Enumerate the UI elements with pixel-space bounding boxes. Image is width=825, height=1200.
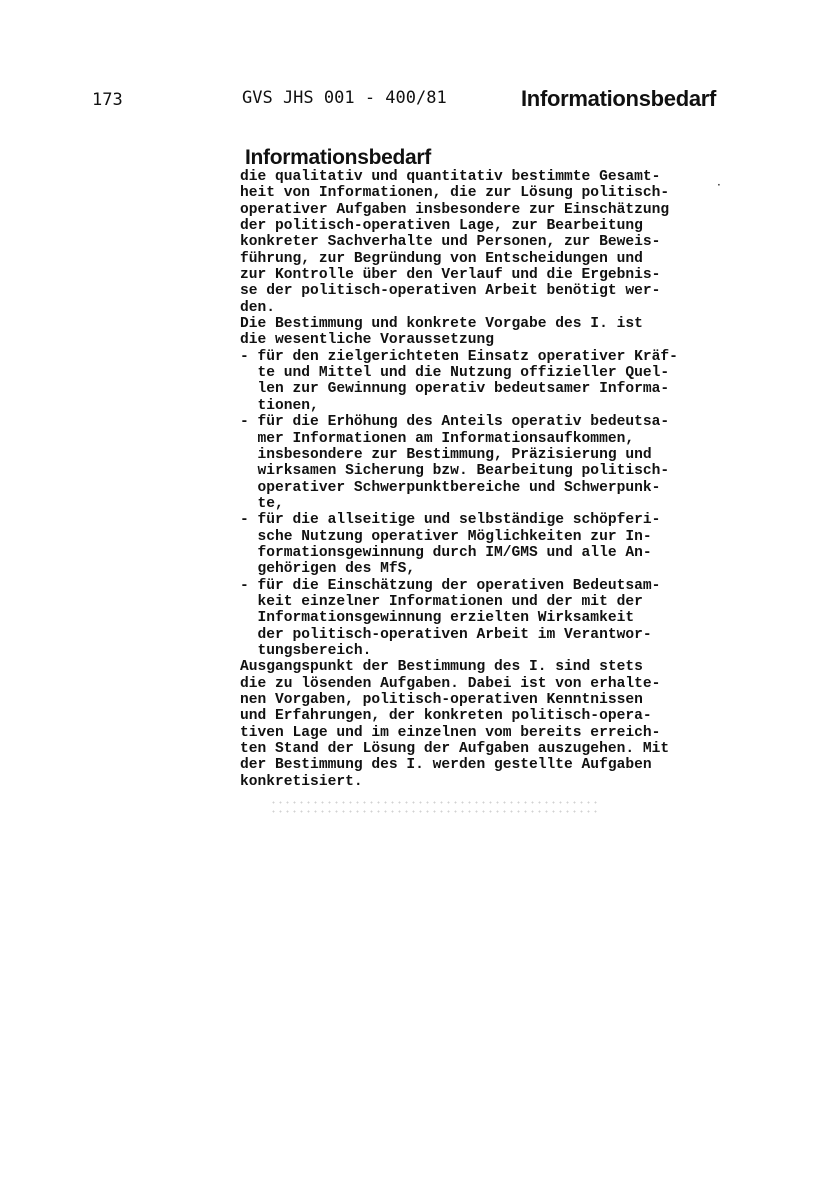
- text-line: se der politisch-operativen Arbeit benötigt wer-: [240, 283, 661, 300]
- running-title: Informationsbedarf: [521, 86, 717, 111]
- scan-speck: ·: [717, 178, 721, 192]
- text-line: der politisch-operativen Lage, zur Bearbeitung: [240, 218, 643, 235]
- text-line: die zu lösenden Aufgaben. Dabei ist von erhalte-: [240, 675, 661, 692]
- text-line: te,: [240, 495, 284, 512]
- text-line: - für die allseitige und selbständige schöpferi-: [240, 512, 661, 529]
- text-line: gehörigen des MfS,: [240, 561, 416, 578]
- text-line: und Erfahrungen, der konkreten politisch-opera-: [240, 708, 652, 725]
- text-line: Ausgangspunkt der Bestimmung des I. sind stets: [240, 659, 643, 676]
- entry-title: Informationsbedarf: [245, 146, 431, 169]
- text-line: insbesondere zur Bestimmung, Präzisierung und: [240, 446, 652, 463]
- text-line: die wesentliche Voraussetzung: [240, 332, 494, 349]
- page-number: 173: [92, 90, 123, 110]
- text-line: konkreter Sachverhalte und Personen, zur Beweis-: [240, 234, 661, 251]
- document-reference: GVS JHS 001 - 400/81: [242, 88, 447, 108]
- text-line: keit einzelner Informationen und der mit der: [240, 593, 643, 610]
- text-line: der Bestimmung des I. werden gestellte Aufgaben: [240, 757, 652, 774]
- text-line: - für die Einschätzung der operativen Bedeutsam-: [240, 577, 661, 594]
- text-line: operativer Aufgaben insbesondere zur Einschätzung: [240, 201, 670, 218]
- text-line: führung, zur Begründung von Entscheidungen und: [240, 250, 643, 267]
- text-line: den.: [240, 299, 276, 316]
- text-line: Informationsgewinnung erzielten Wirksamkeit: [240, 610, 635, 627]
- text-line: ten Stand der Lösung der Aufgaben auszugehen. Mit: [240, 741, 670, 758]
- entry-body: [240, 169, 740, 790]
- text-line: die qualitativ und quantitativ bestimmte Gesamt-: [240, 169, 661, 185]
- text-line: formationsgewinnung durch IM/GMS und alle An-: [240, 544, 652, 561]
- text-line: len zur Gewinnung operativ bedeutsamer Informa-: [240, 381, 670, 398]
- text-line: operativer Schwerpunktbereiche und Schwerpunk-: [240, 479, 661, 496]
- text-line: zur Kontrolle über den Verlauf und die Ergebnis-: [240, 267, 661, 284]
- text-line: nen Vorgaben, politisch-operativen Kenntnissen: [240, 692, 643, 708]
- text-line: mer Informationen am Informationsaufkommen,: [240, 430, 635, 447]
- text-line: - für den zielgerichteten Einsatz operativer Kräf-: [240, 348, 678, 365]
- text-line: konkretisiert.: [240, 773, 363, 790]
- text-line: tionen,: [240, 397, 319, 414]
- text-line: Die Bestimmung und konkrete Vorgabe des I. ist: [240, 316, 643, 333]
- text-line: der politisch-operativen Arbeit im Verantwor-: [240, 626, 652, 643]
- text-line: te und Mittel und die Nutzung offizieller Quel-: [240, 365, 670, 382]
- scan-noise: [270, 798, 600, 816]
- text-line: - für die Erhöhung des Anteils operativ bedeutsa-: [240, 414, 670, 431]
- text-line: tiven Lage und im einzelnen vom bereits erreich-: [240, 724, 661, 741]
- text-line: tungsbereich.: [240, 642, 372, 659]
- text-line: wirksamen Sicherung bzw. Bearbeitung politisch-: [240, 463, 670, 480]
- text-line: heit von Informationen, die zur Lösung politisch-: [240, 185, 670, 202]
- text-line: sche Nutzung operativer Möglichkeiten zur In-: [240, 528, 652, 545]
